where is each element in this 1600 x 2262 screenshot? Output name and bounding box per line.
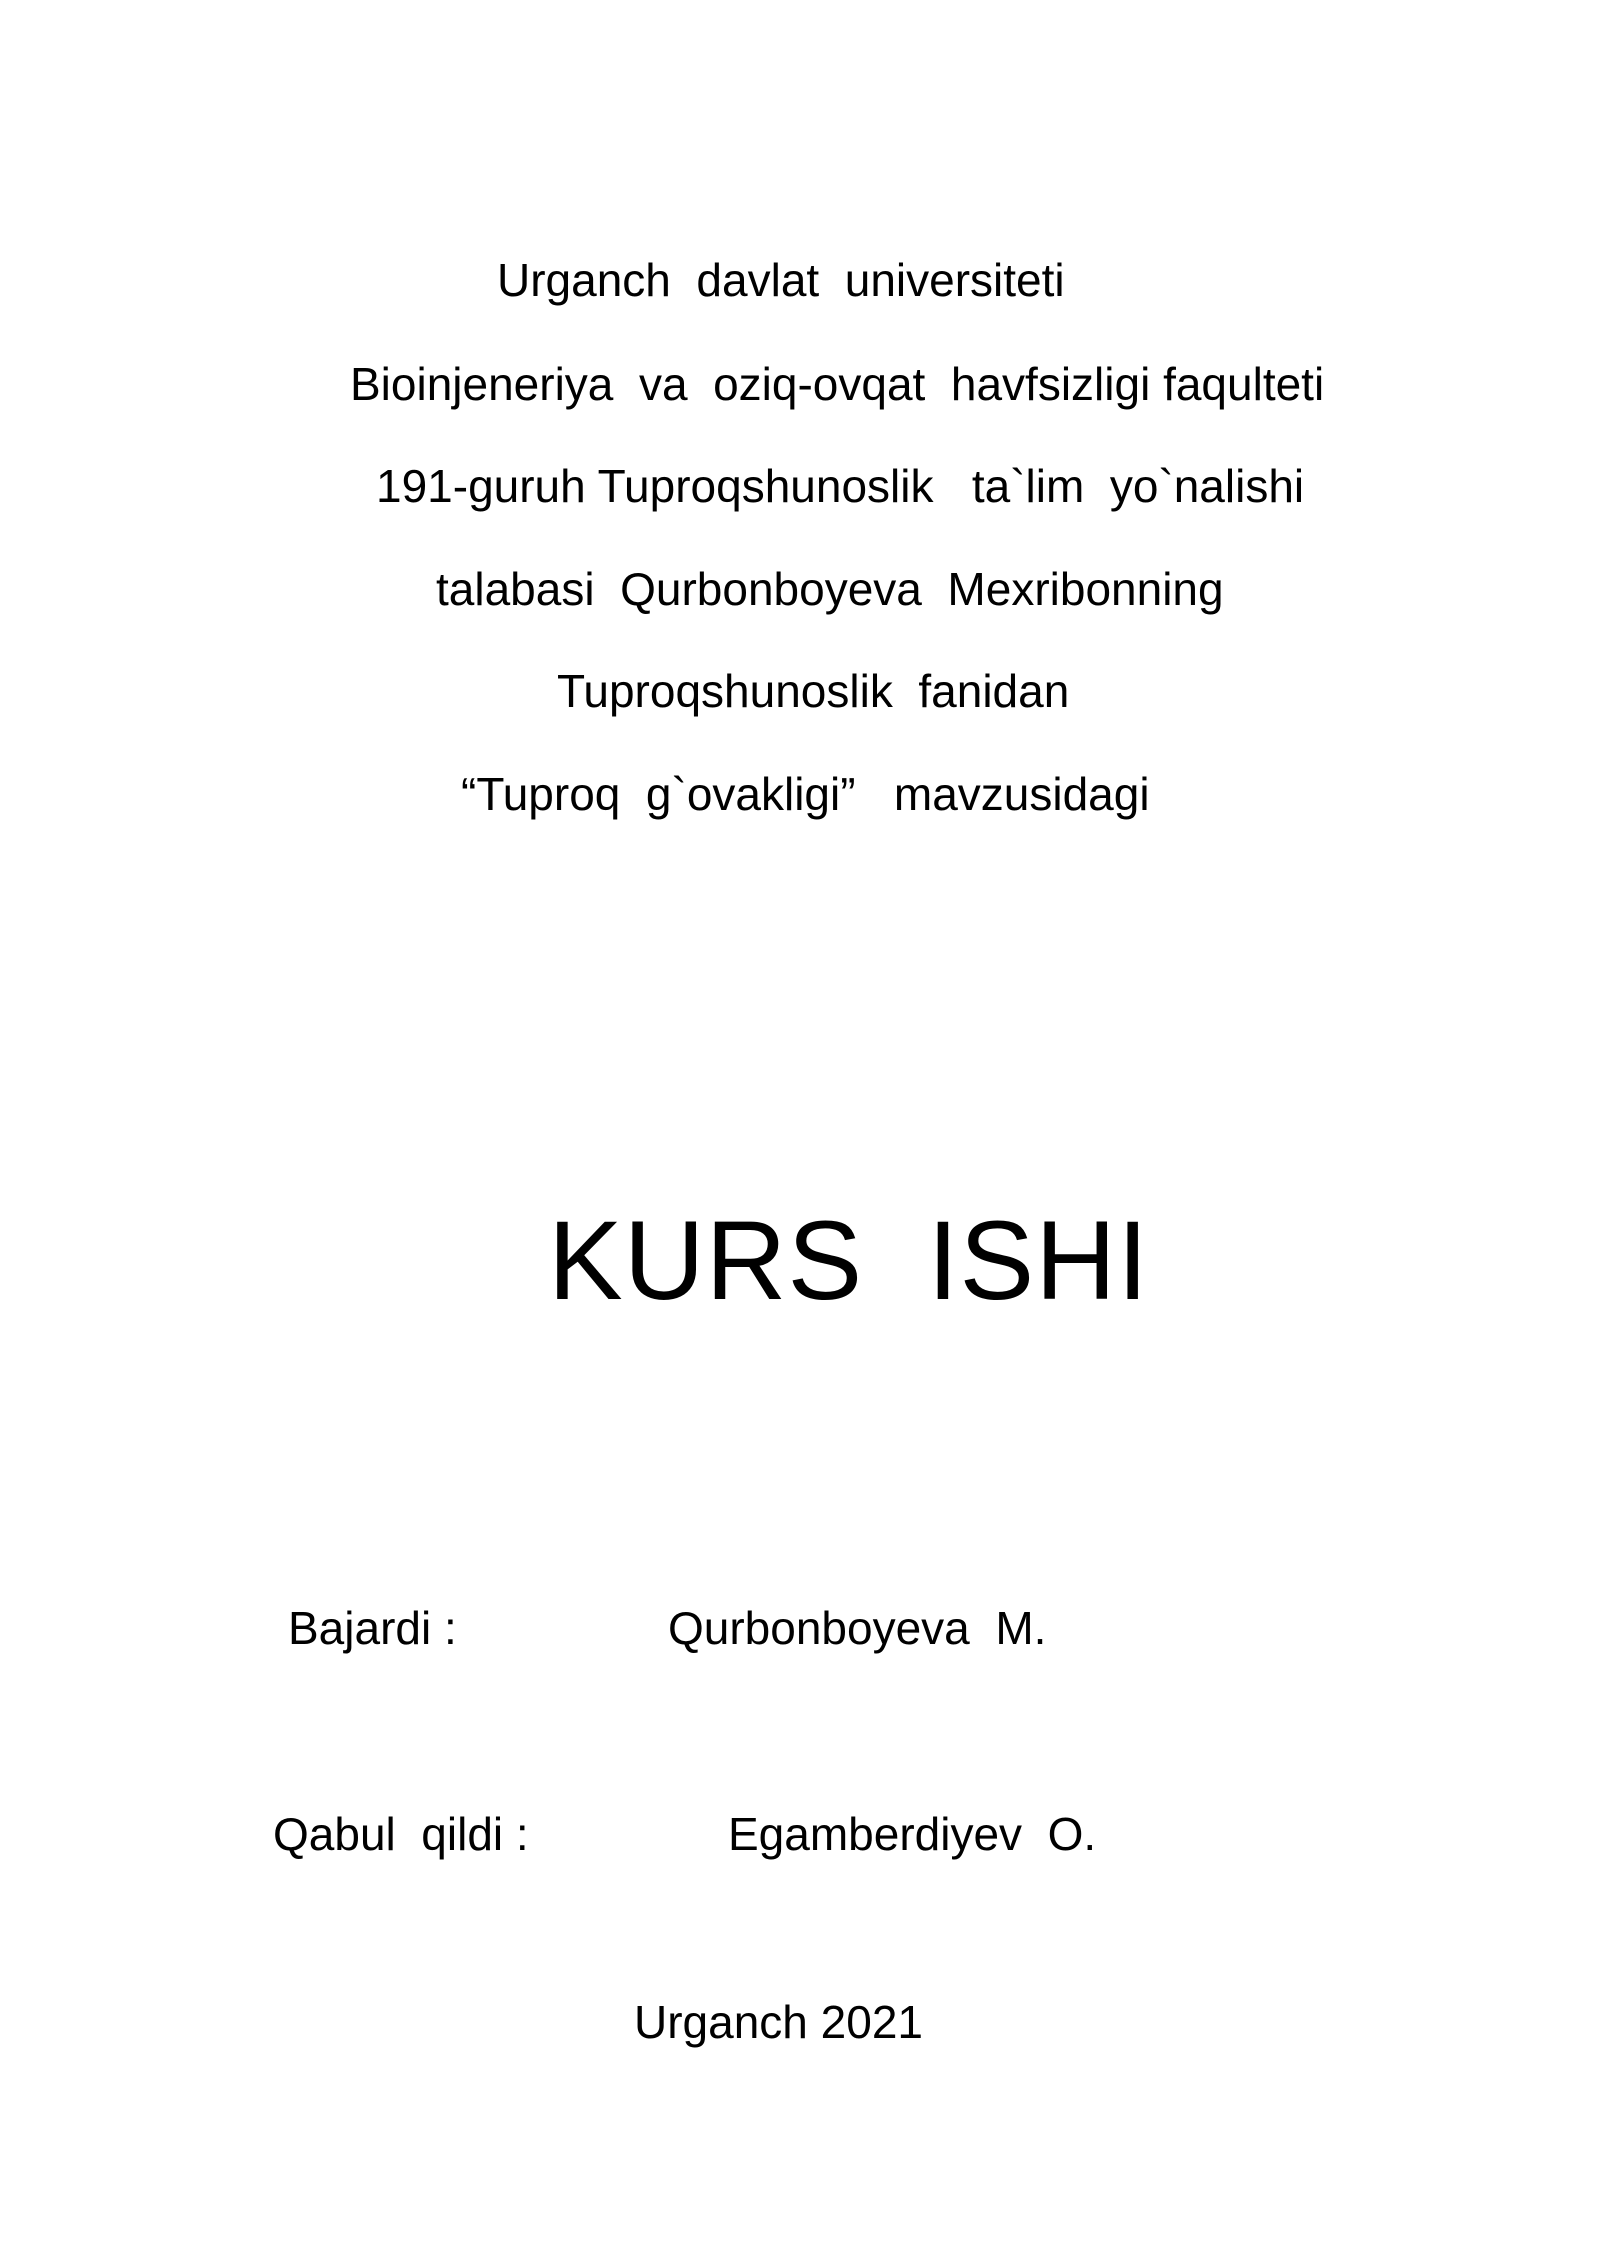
student-line: talabasi Qurbonboyeva Mexribonning <box>436 563 1224 615</box>
topic-line: “Tuproq g`ovakligi” mavzusidagi <box>461 768 1150 820</box>
faculty-name: Bioinjeneriya va oziq-ovqat havfsizligi faqulteti <box>350 358 1325 410</box>
place-year: Urganch 2021 <box>634 1996 923 2048</box>
accepted-name: Egamberdiyev O. <box>728 1808 1097 1860</box>
performed-label: Bajardi : <box>288 1602 457 1654</box>
university-name: Urganch davlat universiteti <box>497 254 1065 306</box>
performed-name: Qurbonboyeva M. <box>668 1602 1047 1654</box>
document-title: KURS ISHI <box>548 1198 1150 1323</box>
accepted-label: Qabul qildi : <box>273 1808 529 1860</box>
group-direction: 191-guruh Tuproqshunoslik ta`lim yo`nalishi <box>376 460 1305 512</box>
subject-line: Tuproqshunoslik fanidan <box>557 665 1070 717</box>
